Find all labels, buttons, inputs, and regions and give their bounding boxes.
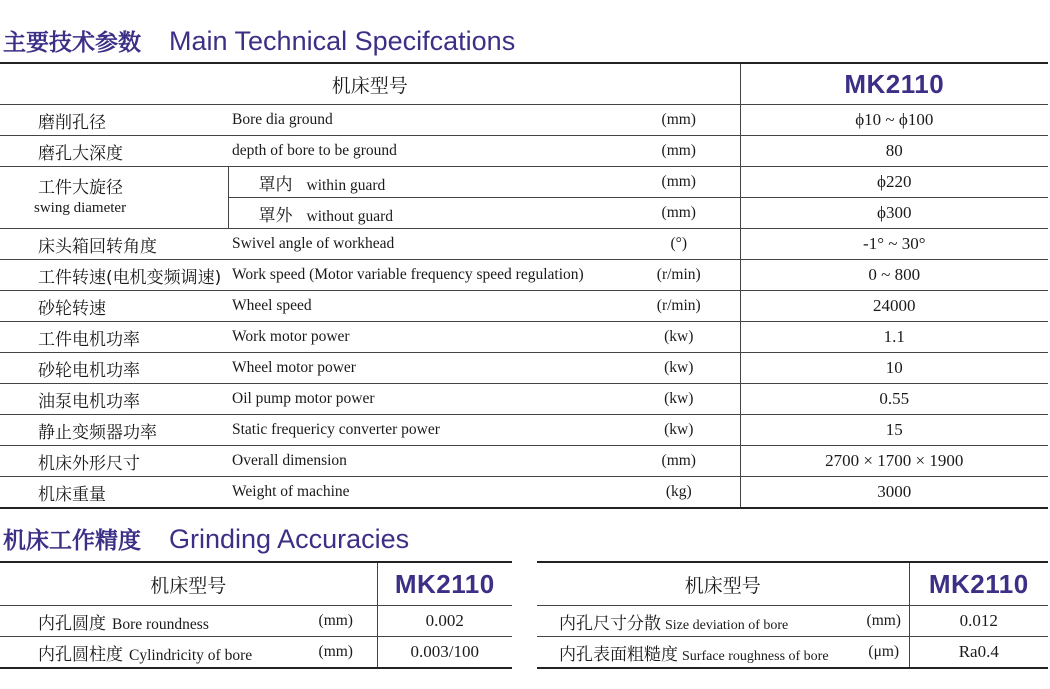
row-value: 0.003/100: [377, 637, 512, 669]
row-cn: 内孔圆度: [38, 613, 106, 634]
accuracy-table-left: [0, 561, 512, 669]
row-cn: 油泵电机功率: [0, 384, 228, 415]
row-value: 1.1: [740, 322, 1048, 353]
accuracy-table-right: [537, 561, 1048, 669]
table-row: [0, 606, 512, 637]
row-value: 24000: [740, 291, 1048, 322]
row-unit: (mm): [618, 198, 740, 229]
row-cn: 砂轮转速: [0, 291, 228, 322]
row-label: [0, 637, 295, 669]
row-en: Cylindricity of bore: [129, 646, 253, 664]
spec-header-row: [0, 63, 1048, 105]
spec-table: [0, 62, 1048, 509]
table-row: [537, 606, 1048, 637]
swing-sub-en: within guard: [306, 176, 386, 194]
table-row: [0, 477, 1048, 509]
table-row: [537, 637, 1048, 669]
accuracy-left-header-label: 机床型号: [0, 562, 377, 606]
row-en: Swivel angle of workhead: [228, 229, 618, 260]
row-en: Oil pump motor power: [228, 384, 618, 415]
swing-en: swing diameter: [34, 199, 127, 216]
row-value: 0 ~ 800: [740, 260, 1048, 291]
row-en: Work speed (Motor variable frequency speed regulation): [228, 260, 618, 291]
accuracy-right-header-row: [537, 562, 1048, 606]
table-row: [0, 446, 1048, 477]
row-cn: 工件电机功率: [0, 322, 228, 353]
table-row: [0, 291, 1048, 322]
table-row: [0, 105, 1048, 136]
row-value: ϕ220: [740, 167, 1048, 198]
row-en: Overall dimension: [228, 446, 618, 477]
row-unit: (r/min): [618, 291, 740, 322]
table-row-swing-within: [0, 167, 1048, 198]
swing-sub-cn: 罩外: [258, 205, 293, 226]
accuracy-section-title: [3, 522, 409, 558]
row-cn: 内孔圆柱度: [38, 644, 123, 665]
table-row: [0, 384, 1048, 415]
row-en: Bore roundness: [112, 615, 209, 633]
row-cn: 机床外形尺寸: [0, 446, 228, 477]
row-unit: (mm): [295, 637, 377, 669]
row-value: 0.55: [740, 384, 1048, 415]
row-unit: (mm): [618, 167, 740, 198]
swing-sub-cn: 罩内: [258, 174, 293, 195]
row-cn: 工件转速(电机变频调速): [0, 260, 228, 291]
accuracy-left-header-row: [0, 562, 512, 606]
row-cn: 磨孔大深度: [0, 136, 228, 167]
row-value: ϕ300: [740, 198, 1048, 229]
row-en: Wheel speed: [228, 291, 618, 322]
spec-header-label: 机床型号: [0, 63, 740, 105]
accuracy-title-en: Grinding Accuracies: [169, 524, 410, 554]
row-value: Ra0.4: [909, 637, 1048, 669]
row-cn: 磨削孔径: [0, 105, 228, 136]
table-row: [0, 415, 1048, 446]
swing-sub-label: [228, 198, 618, 229]
row-en: Work motor power: [228, 322, 618, 353]
row-unit: (r/min): [618, 260, 740, 291]
row-en: Size deviation of bore: [665, 617, 789, 633]
row-unit: (kg): [618, 477, 740, 509]
table-row: [0, 637, 512, 669]
row-unit: (kw): [618, 353, 740, 384]
spec-section-title: [3, 24, 515, 60]
row-unit: (mm): [618, 446, 740, 477]
row-value: 3000: [740, 477, 1048, 509]
row-value: -1° ~ 30°: [740, 229, 1048, 260]
row-cn: 静止变频器功率: [0, 415, 228, 446]
swing-cn: 工件大旋径: [38, 177, 123, 198]
table-row: [0, 229, 1048, 260]
row-unit: (mm): [859, 606, 909, 637]
spec-model: MK2110: [740, 63, 1048, 105]
row-label: [537, 637, 859, 669]
row-en: Weight of machine: [228, 477, 618, 509]
row-cn: 内孔尺寸分散: [559, 613, 661, 634]
row-value: 15: [740, 415, 1048, 446]
row-unit: (kw): [618, 322, 740, 353]
swing-sub-label: [228, 167, 618, 198]
row-cn: 内孔表面粗糙度: [559, 644, 678, 665]
row-value: 10: [740, 353, 1048, 384]
row-en: Surface roughness of bore: [682, 648, 829, 664]
accuracy-right-header-label: 机床型号: [537, 562, 909, 606]
table-row: [0, 353, 1048, 384]
row-cn: 砂轮电机功率: [0, 353, 228, 384]
row-unit: (mm): [295, 606, 377, 637]
table-row: [0, 136, 1048, 167]
spec-title-en: Main Technical Specifcations: [169, 26, 516, 56]
row-unit: (μm): [859, 637, 909, 669]
row-cn: 机床重量: [0, 477, 228, 509]
accuracy-right-model: MK2110: [909, 562, 1048, 606]
spec-title-cn: 主要技术参数: [3, 30, 141, 56]
row-en: depth of bore to be ground: [228, 136, 618, 167]
row-unit: (°): [618, 229, 740, 260]
row-label: [537, 606, 859, 637]
table-row: [0, 260, 1048, 291]
row-value: 2700 × 1700 × 1900: [740, 446, 1048, 477]
row-unit: (mm): [618, 105, 740, 136]
row-unit: (kw): [618, 415, 740, 446]
accuracy-title-cn: 机床工作精度: [3, 528, 141, 554]
row-label: [0, 606, 295, 637]
row-en: Bore dia ground: [228, 105, 618, 136]
row-value: 80: [740, 136, 1048, 167]
row-value: 0.002: [377, 606, 512, 637]
row-en: Wheel motor power: [228, 353, 618, 384]
swing-sub-en: without guard: [306, 207, 394, 225]
row-unit: (mm): [618, 136, 740, 167]
row-cn: 床头箱回转角度: [0, 229, 228, 260]
table-row: [0, 322, 1048, 353]
swing-label: [0, 167, 228, 229]
row-unit: (kw): [618, 384, 740, 415]
accuracy-left-model: MK2110: [377, 562, 512, 606]
row-value: 0.012: [909, 606, 1048, 637]
row-en: Static frequericy converter power: [228, 415, 618, 446]
row-value: ϕ10 ~ ϕ100: [740, 105, 1048, 136]
